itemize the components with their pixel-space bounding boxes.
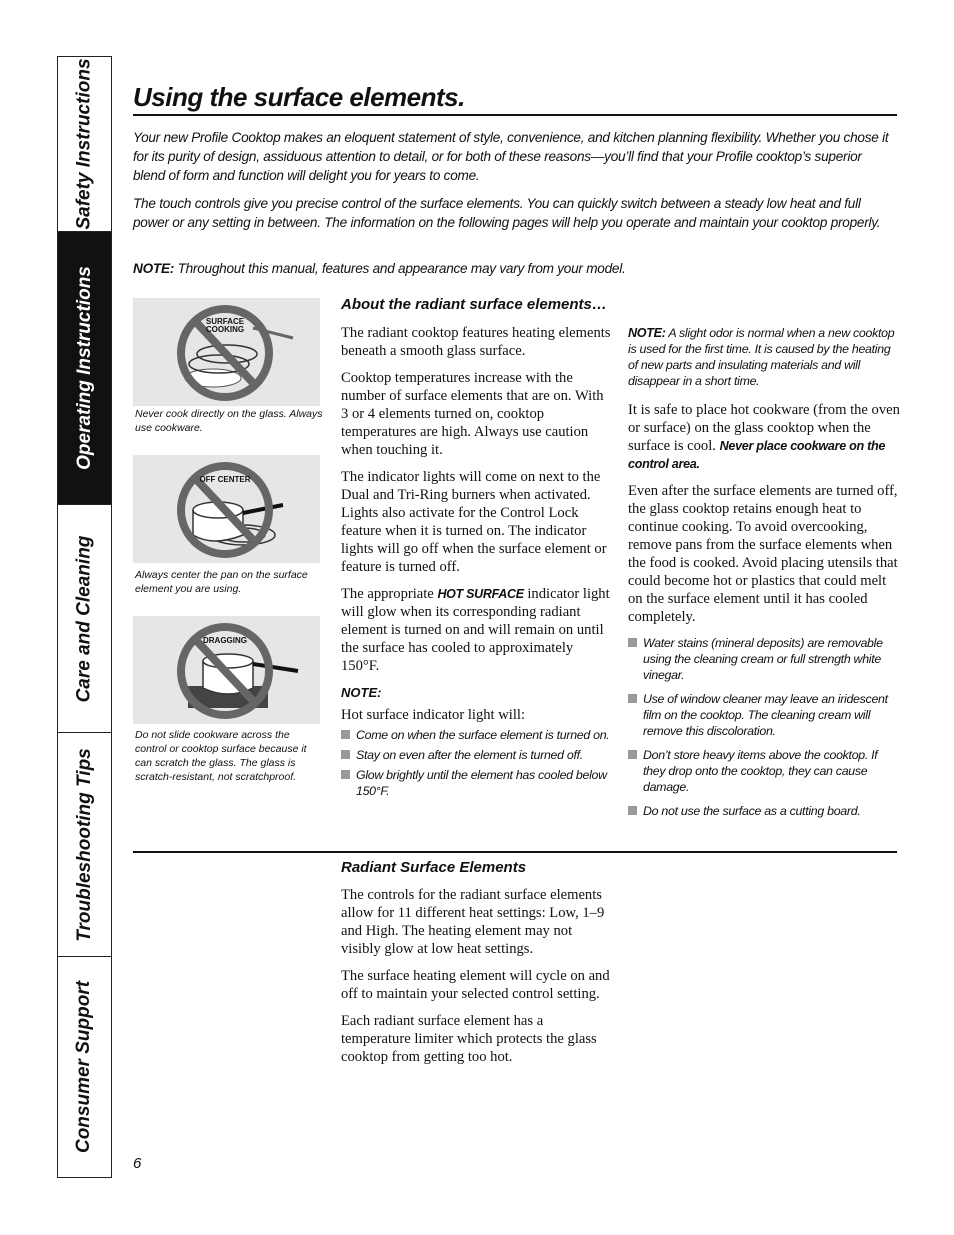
intro-paragraph-2: The touch controls give you precise control of the surface elements. You can quickly switch between a steady low heat and full power or any setting in between. The information on the following pages will help you operate and maintain your cooktop properly. (133, 196, 881, 230)
note-text: A slight odor is normal when a new cooktop is used for the first time. It is caused by the heating of new parts and insulating materials and will disappear in a short time. (628, 326, 895, 388)
note-text: Throughout this manual, features and appearance may vary from your model. (174, 261, 626, 276)
illustration-dragging (133, 616, 320, 724)
no-dragging-cookware-icon (133, 616, 320, 724)
bullet-square-icon (628, 806, 637, 815)
tab-troubleshooting-tips[interactable] (58, 733, 111, 957)
tab-operating-instructions[interactable] (58, 232, 111, 505)
list-item-text: Water stains (mineral deposits) are removable using the cleaning cream or full strength white vinegar. (643, 636, 883, 682)
bullet-square-icon (628, 694, 637, 703)
list-item-text: Use of window cleaner may leave an iridescent film on the cooktop. The cleaning cream will remove this discoloration. (643, 692, 888, 738)
bullet-square-icon (341, 750, 350, 759)
list-item (628, 635, 900, 683)
tab-label: Care and Cleaning (73, 535, 95, 702)
no-off-center-pan-icon (133, 455, 320, 563)
illustration-label: SURFACE (205, 317, 245, 326)
tab-care-and-cleaning[interactable] (58, 505, 111, 733)
note-label: NOTE: (628, 326, 666, 340)
note-label: NOTE: (133, 261, 175, 276)
about-heading: About the radiant surface elements… (341, 296, 607, 313)
about-paragraph: The radiant cooktop features heating elements beneath a smooth glass surface. (341, 325, 611, 359)
illustration-off-center (133, 455, 320, 563)
list-item (341, 727, 611, 743)
intro-paragraph-1: Your new Profile Cooktop makes an eloquent statement of style, convenience, and kitchen planning flexibility. Whether you chose it for its purity of design, assiduous attention to detail, or for both of these reasons—you’ll find that your Profile cooktop’s superior blend of form and function will delight you for years to come. (133, 130, 889, 183)
illustration-caption: Always center the pan on the surface element you are using. (135, 569, 308, 595)
bullet-square-icon (341, 730, 350, 739)
list-item (341, 767, 611, 799)
list-item-text: Glow brightly until the element has cooled below 150°F. (356, 768, 607, 798)
right-column (628, 325, 900, 823)
tab-consumer-support[interactable] (58, 957, 111, 1176)
page-number: 6 (133, 1155, 142, 1172)
bullet-square-icon (628, 638, 637, 647)
radiant-paragraph: The controls for the radiant surface elements allow for 11 different heat settings: Low, 1–9 and High. The heating element may not visibly glow at low heat settings. (341, 887, 605, 957)
list-item-text: Do not use the surface as a cutting board. (643, 804, 861, 818)
radiant-section (341, 859, 613, 1075)
indicator-bullets (341, 727, 611, 799)
text: It is safe to place hot cookware (from the oven or surface) on the glass cooktop when the surface is cool. (628, 402, 900, 454)
page-title: Using the surface elements. (133, 82, 465, 112)
no-surface-cooking-icon (133, 298, 320, 406)
radiant-paragraph: The surface heating element will cycle on and off to maintain your selected control setting. (341, 968, 610, 1002)
illustration-caption: Do not slide cookware across the control or cooktop surface because it can scratch the glass. The glass is scratch-resistant, not scratchproof. (135, 729, 307, 783)
illustration-label: COOKING (205, 325, 245, 334)
intro-note (133, 259, 897, 278)
list-item (341, 747, 611, 763)
about-paragraph: The indicator lights will come on next to the Dual and Tri-Ring burners when activated. Lights also activate for the Control Lock feature when it is turned on. The indicator lights will go off when the surface element or feature is turned off. (341, 469, 607, 575)
tab-label: Consumer Support (73, 980, 95, 1153)
illustration-label: OFF CENTER (199, 475, 251, 484)
about-paragraph: Cooktop temperatures increase with the number of surface elements that are on. With 3 or 4 elements turned on, cooktop temperatures are high. Always use caution when touching it. (341, 370, 604, 458)
odor-note (628, 325, 900, 389)
section-divider (133, 851, 897, 853)
radiant-paragraph: Each radiant surface element has a temperature limiter which protects the glass cooktop from getting too hot. (341, 1013, 597, 1065)
title-divider (133, 114, 897, 116)
about-column (341, 296, 611, 803)
list-item-text: Stay on even after the element is turned off. (356, 748, 583, 762)
tab-label: Operating Instructions (73, 266, 95, 470)
bullet-square-icon (628, 750, 637, 759)
list-item-text: Don’t store heavy items above the cooktop. If they drop onto the cooktop, they can cause damage. (643, 748, 878, 794)
right-paragraph: Even after the surface elements are turned off, the glass cooktop retains enough heat to continue cooking. To avoid overcooking, remove pans from the surface elements when the food is cooked. Avoid placing utensils that could become hot or plastics that could melt on the surface element until it has cooled completely. (628, 483, 898, 625)
hot-surface-label: HOT SURFACE (437, 587, 524, 601)
radiant-heading: Radiant Surface Elements (341, 859, 527, 876)
care-bullets (628, 635, 900, 819)
tab-label: Safety Instructions (73, 58, 95, 230)
warning-text: Never place cookware on the control area. (628, 439, 886, 471)
list-item (628, 691, 900, 739)
about-paragraph (341, 585, 611, 675)
illustration-label: DRAGGING (203, 636, 247, 645)
list-item-text: Come on when the surface element is turned on. (356, 728, 610, 742)
tab-label: Troubleshooting Tips (73, 747, 95, 942)
list-item (628, 747, 900, 795)
tab-safety-instructions[interactable] (58, 57, 111, 232)
note-intro: Hot surface indicator light will: (341, 707, 525, 723)
illustration-caption: Never cook directly on the glass. Always use cookware. (135, 408, 323, 434)
bullet-square-icon (341, 770, 350, 779)
illustration-surface-cooking (133, 298, 320, 406)
section-tabs (57, 56, 112, 1178)
list-item (628, 803, 900, 819)
right-paragraph (628, 401, 900, 473)
text: The appropriate (341, 586, 438, 602)
note-label: NOTE: (341, 685, 382, 700)
text: indicator light will glow when its corresponding radiant element is turned on and will remain on until the surface has cooled to approximately 150°F. (341, 586, 610, 674)
